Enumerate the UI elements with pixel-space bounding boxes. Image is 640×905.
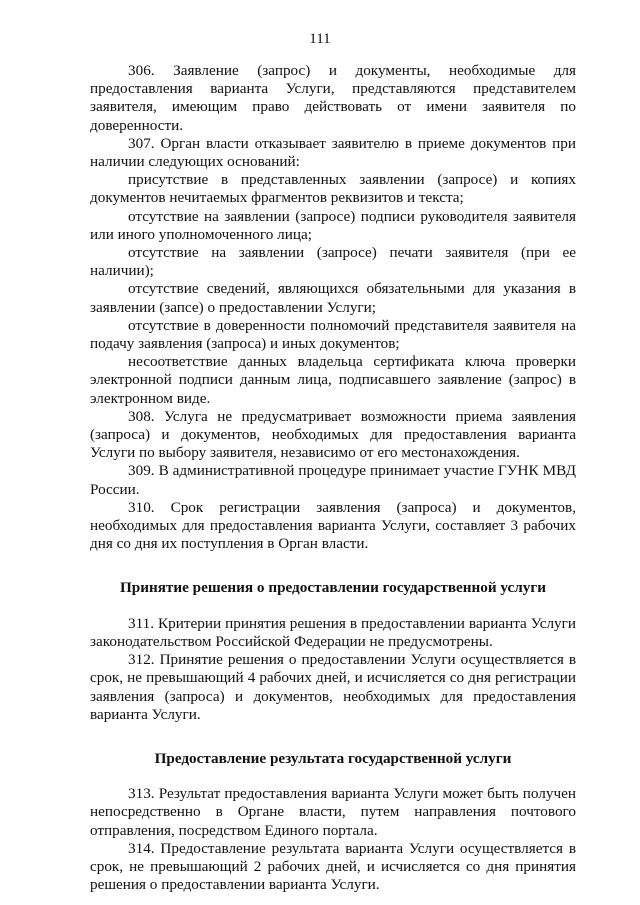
spacer	[90, 724, 576, 750]
paragraph-307: 307. Орган власти отказывает заявителю в приеме документов при наличии следующих оснований:	[90, 134, 576, 171]
list-item: присутствие в представленных заявлении (запросе) и копиях документов нечитаемых фрагментов реквизитов и текста;	[90, 171, 576, 207]
spacer	[90, 598, 576, 615]
paragraph-314: 314. Предоставление результата варианта Услуги осуществляется в срок, не превышающий 2 рабочих дней, и исчисляется со дня принятия решения о предоставлении варианта Услуги.	[90, 839, 576, 894]
paragraph-306: 306. Заявление (запрос) и документы, необходимые для предоставления варианта Услуги, представляются представителем заявителя, имеющим право действовать от имени заявителя по доверенности.	[90, 62, 576, 134]
paragraph-308: 308. Услуга не предусматривает возможности приема заявления (запроса) и документов, необходимых для предоставления варианта Услуги по выбору заявителя, независимо от его местонахождения.	[90, 407, 576, 462]
paragraph-312: 312. Принятие решения о предоставлении Услуги осуществляется в срок, не превышающий 4 рабочих дней, и исчисляется со дня регистрации заявления (запроса) и документов, необходимых для предоставления варианта Услуги.	[90, 651, 576, 723]
list-item: отсутствие в доверенности полномочий представителя заявителя на подачу заявления (запроса) и иных документов;	[90, 316, 576, 353]
list-item: несоответствие данных владельца сертификата ключа проверки электронной подписи данным лица, подписавшего заявление (запрос) в электронном виде.	[90, 353, 576, 407]
section-heading: Принятие решения о предоставлении государственной услуги	[119, 579, 547, 597]
paragraph-313: 313. Результат предоставления варианта Услуги может быть получен непосредственно в Органе власти, путем направления почтового отправления, посредством Единого портала.	[90, 785, 576, 839]
list-item: отсутствие на заявлении (запросе) подписи руководителя заявителя или иного уполномоченного лица;	[90, 207, 576, 243]
paragraph-310: 310. Срок регистрации заявления (запроса) и документов, необходимых для предоставления варианта Услуги, составляет 3 рабочих дня со дня их поступления в Орган власти.	[90, 498, 576, 553]
page-number: 111	[309, 31, 331, 47]
paragraph-309: 309. В административной процедуре принимает участие ГУНК МВД России.	[90, 462, 576, 498]
spacer	[90, 768, 576, 785]
document-body	[90, 62, 576, 894]
spacer	[90, 553, 576, 579]
list-item: отсутствие на заявлении (запросе) печати заявителя (при ее наличии);	[90, 244, 576, 280]
paragraph-311: 311. Критерии принятия решения в предоставлении варианта Услуги законодательством Российской Федерации не предусмотрены.	[90, 614, 576, 650]
section-heading: Предоставление результата государственной услуги	[154, 749, 512, 767]
list-item: отсутствие сведений, являющихся обязательными для указания в заявлении (запсе) о предоставлении Услуги;	[90, 280, 576, 316]
